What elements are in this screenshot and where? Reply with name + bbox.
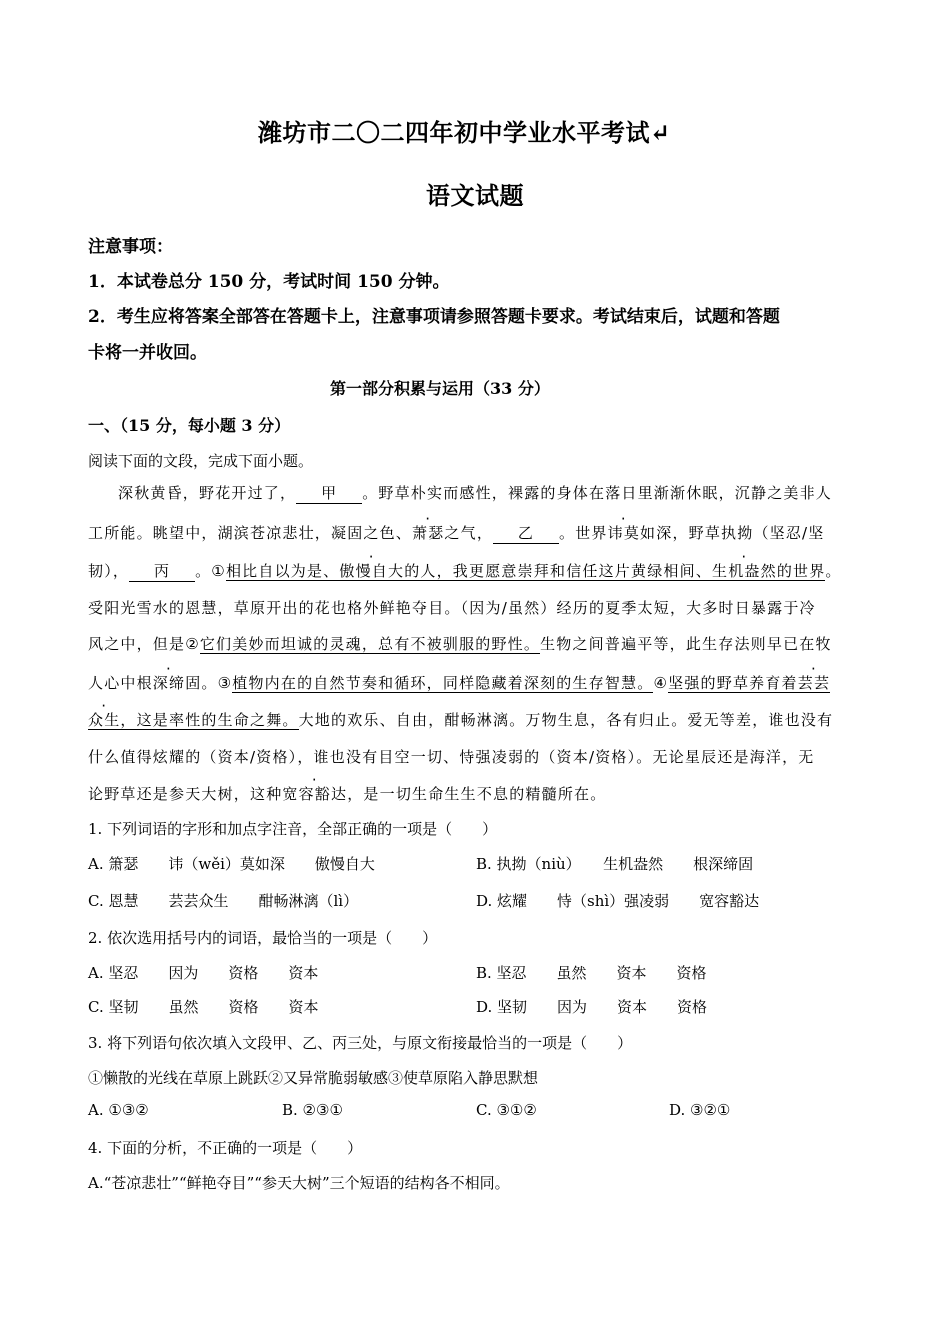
passage-text: 。 (825, 562, 842, 580)
dotted-word: 众生 (88, 711, 121, 729)
question-1-stem: 1. 下列词语的字形和加点字注音，全部正确的一项是（ ） (88, 820, 498, 838)
dotted-word: 生机盎然 (712, 562, 777, 580)
notice-item-2: 2．考生应将答案全部答在答题卡上，注意事项请参照答题卡要求。考试结束后，试题和答题 (88, 307, 780, 327)
passage-line-7 (88, 709, 833, 730)
dotted-word: 萧瑟 (412, 524, 445, 542)
reading-instruction: 阅读下面的文段，完成下面小题。 (88, 452, 314, 470)
underlined-sentence-4-cont: 众生，这是率性的生命之舞。 (88, 711, 299, 729)
passage-line-5 (88, 633, 832, 654)
question-2-option-b: B. 坚忍 虽然 资本 资格 (476, 964, 707, 982)
dotted-word: 根深缔固 (136, 674, 202, 692)
passage-text: 韧）， (88, 562, 130, 580)
question-2-option-d: D. 坚韧 因为 资本 资格 (476, 998, 708, 1016)
dotted-word: 宽容豁达 (282, 785, 348, 803)
question-3-stem: 3. 将下列语句依次填入文段甲、乙、丙三处，与原文衔接最恰当的一项是（ ） (88, 1034, 633, 1052)
question-2-option-c: C. 坚韧 虽然 资格 资本 (88, 998, 319, 1016)
passage-line-8: 什么值得炫耀的（资本/资格），谁也没有目空一切、恃强凌弱的（资本/资格）。无论星辰还是海洋，无 (88, 748, 815, 766)
question-3-sentences: ①懒散的光线在草原上跳跃②又异常脆弱敏感③使草原陷入静思默想 (88, 1069, 539, 1087)
passage-text: 深秋黄昏，野花开过了， (118, 484, 297, 502)
passage-text: 。世界 (559, 524, 608, 542)
passage-text: 之气， (444, 524, 494, 542)
notice-item-2-cont: 卡将一并收回。 (88, 343, 207, 363)
section-heading: 一、（15 分，每小题 3 分） (88, 416, 291, 435)
passage-text: 论野草还是参天大树，这种 (88, 785, 283, 803)
question-1-option-c: C. 恩慧 芸芸众生 酣畅淋漓（lì） (88, 892, 359, 910)
question-3-option-d: D. ③②① (669, 1101, 731, 1119)
passage-text: 。③ (201, 674, 233, 692)
passage-text: 。野草朴实而感性，裸露的身体在落日里渐渐休眠，沉静之美非人 (362, 484, 833, 502)
blank-jia: 甲 (296, 482, 362, 504)
question-3-option-c: C. ③①② (476, 1101, 537, 1119)
notice-heading: 注意事项： (88, 237, 173, 257)
underlined-sentence-3: 植物内在的自然节奏和循环，同样隐藏着深刻的生存智慧。 (232, 674, 654, 692)
passage-line-2 (88, 522, 825, 544)
passage-line-4: 受阳光雪水的恩慧，草原开出的花也格外鲜艳夺目。（因为/虽然）经历的夏季太短，大多时日暴露于冷 (88, 599, 816, 617)
passage-text: ④ (653, 674, 669, 692)
passage-text: 风之中，但是② (88, 635, 200, 653)
underlined-sentence-2: 它们美妙而坦诚的灵魂，总有不被驯服的野性。 (199, 635, 541, 653)
question-1-option-a: A. 箫瑟 讳（wěi）莫如深 傲慢自大 (88, 855, 375, 873)
underlined-sentence-1: 相比自以为是、傲慢自大的人，我更愿意崇拜和信任这片黄绿相间、生机盎然的世界 (225, 562, 826, 580)
dotted-word: 讳莫 (607, 524, 641, 542)
question-2-option-a: A. 坚忍 因为 资格 资本 (88, 964, 319, 982)
passage-line-9 (88, 783, 606, 804)
question-2-stem: 2. 依次选用括号内的词语，最恰当的一项是（ ） (88, 929, 438, 947)
part-title: 第一部分积累与运用（33 分） (330, 379, 550, 398)
question-4-stem: 4. 下面的分析，不正确的一项是（ ） (88, 1139, 363, 1157)
exam-title: 潍坊市二〇二四年初中学业水平考试↵ (258, 118, 671, 147)
blank-yi: 乙 (493, 522, 559, 544)
passage-line-6 (88, 672, 830, 693)
dotted-word: 芸芸 (797, 674, 831, 692)
passage-text: ，是一切生命生生不息的精髓所在。 (347, 785, 607, 803)
notice-item-1: 1．本试卷总分 150 分，考试时间 150 分钟。 (88, 272, 450, 292)
passage-text: 人心中 (88, 674, 137, 692)
passage-line-1 (118, 482, 832, 504)
passage-text: 如深，野草执拗（坚忍/坚 (640, 524, 825, 542)
passage-text: 。① (195, 562, 226, 580)
question-1-option-b: B. 执拗（niù） 生机盎然 根深缔固 (476, 855, 754, 873)
question-4-option-a: A.“苍凉悲壮”“鲜艳夺目”“参天大树”三个短语的结构各不相同。 (88, 1174, 510, 1192)
blank-bing: 丙 (129, 560, 195, 582)
passage-text: 工所能。眺望中，湖滨苍凉悲壮，凝固之色、 (88, 524, 413, 542)
passage-line-3 (88, 560, 842, 582)
question-3-option-b: B. ②③① (282, 1101, 343, 1119)
passage-text: 生物之间普遍平等，此生存法则早已在牧 (540, 635, 832, 653)
dotted-word: 傲慢自大 (339, 562, 405, 580)
passage-text: 大地的欢乐、自由，酣畅淋漓。万物生息，各有归止。爱无等差，谁也没有 (298, 711, 834, 729)
underlined-sentence-4: 坚强的野草养育着芸芸 (668, 674, 831, 692)
question-3-option-a: A. ①③② (88, 1101, 149, 1119)
question-1-option-d: D. 炫耀 恃（shì）强凌弱 宽容豁达 (476, 892, 760, 910)
exam-subtitle: 语文试题 (426, 181, 524, 210)
